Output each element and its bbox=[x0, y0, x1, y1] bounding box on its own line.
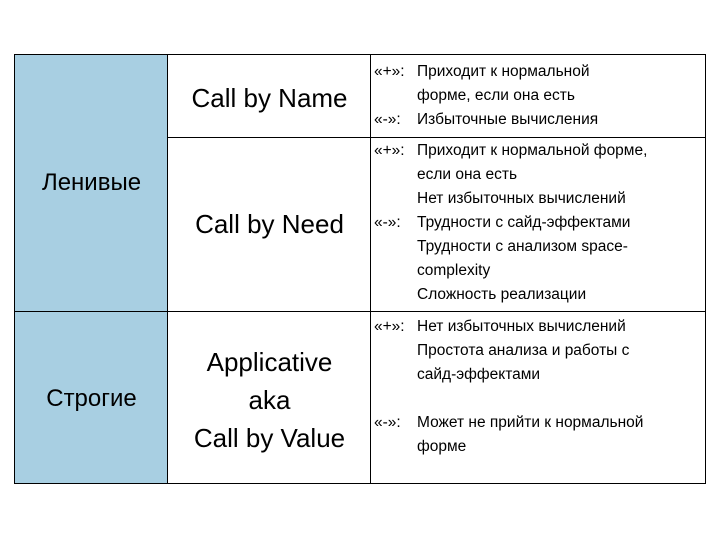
plus-sign: «+»: bbox=[374, 142, 405, 159]
desc-text: Может не прийти к нормальной bbox=[417, 414, 644, 431]
comparison-table bbox=[14, 54, 706, 484]
desc-text: Нет избыточных вычислений bbox=[417, 190, 626, 207]
pros-line bbox=[374, 60, 704, 84]
method-call-by-value bbox=[168, 343, 371, 457]
desc-text: Простота анализа и работы с bbox=[417, 342, 630, 359]
call-by-value-description bbox=[374, 315, 704, 459]
desc-text: Трудности с анализом space- bbox=[417, 238, 628, 255]
desc-text: если она есть bbox=[417, 166, 518, 183]
minus-sign: «-»: bbox=[374, 414, 401, 431]
minus-sign: «-»: bbox=[374, 111, 401, 128]
method-call-by-need: Call by Need bbox=[195, 209, 344, 239]
desc-text: Нет избыточных вычислений bbox=[417, 318, 626, 335]
desc-text: complexity bbox=[417, 262, 491, 279]
category-lazy: Ленивые bbox=[41, 169, 142, 196]
cons-line bbox=[374, 211, 704, 235]
call-by-need-description bbox=[374, 139, 704, 307]
minus-sign: «-»: bbox=[374, 214, 401, 231]
cons-line bbox=[374, 411, 704, 435]
desc-text: Приходит к нормальной bbox=[417, 63, 590, 80]
row-divider-2 bbox=[168, 311, 705, 312]
method-call-by-name: Call by Name bbox=[191, 83, 348, 113]
desc-text: сайд-эффектами bbox=[417, 366, 541, 383]
plus-sign: «+»: bbox=[374, 318, 405, 335]
cons-line bbox=[374, 108, 704, 132]
desc-text: Избыточные вычисления bbox=[417, 111, 599, 128]
pros-line bbox=[374, 139, 704, 163]
method-value-line-1: Applicative bbox=[206, 347, 333, 377]
category-strict: Строгие bbox=[46, 385, 137, 412]
pros-line bbox=[374, 315, 704, 339]
method-value-line-2: aka bbox=[248, 385, 291, 415]
desc-text: форме bbox=[417, 438, 467, 455]
method-value-line-3: Call by Value bbox=[193, 423, 346, 453]
row-divider-1 bbox=[168, 137, 705, 138]
desc-text: Приходит к нормальной форме, bbox=[417, 142, 648, 159]
desc-text: форме, если она есть bbox=[417, 87, 575, 104]
category-divider bbox=[15, 311, 168, 312]
desc-text: Трудности с сайд-эффектами bbox=[417, 214, 631, 231]
category-column bbox=[15, 55, 168, 483]
plus-sign: «+»: bbox=[374, 63, 405, 80]
call-by-name-description bbox=[374, 60, 704, 132]
desc-text: Сложность реализации bbox=[417, 286, 587, 303]
